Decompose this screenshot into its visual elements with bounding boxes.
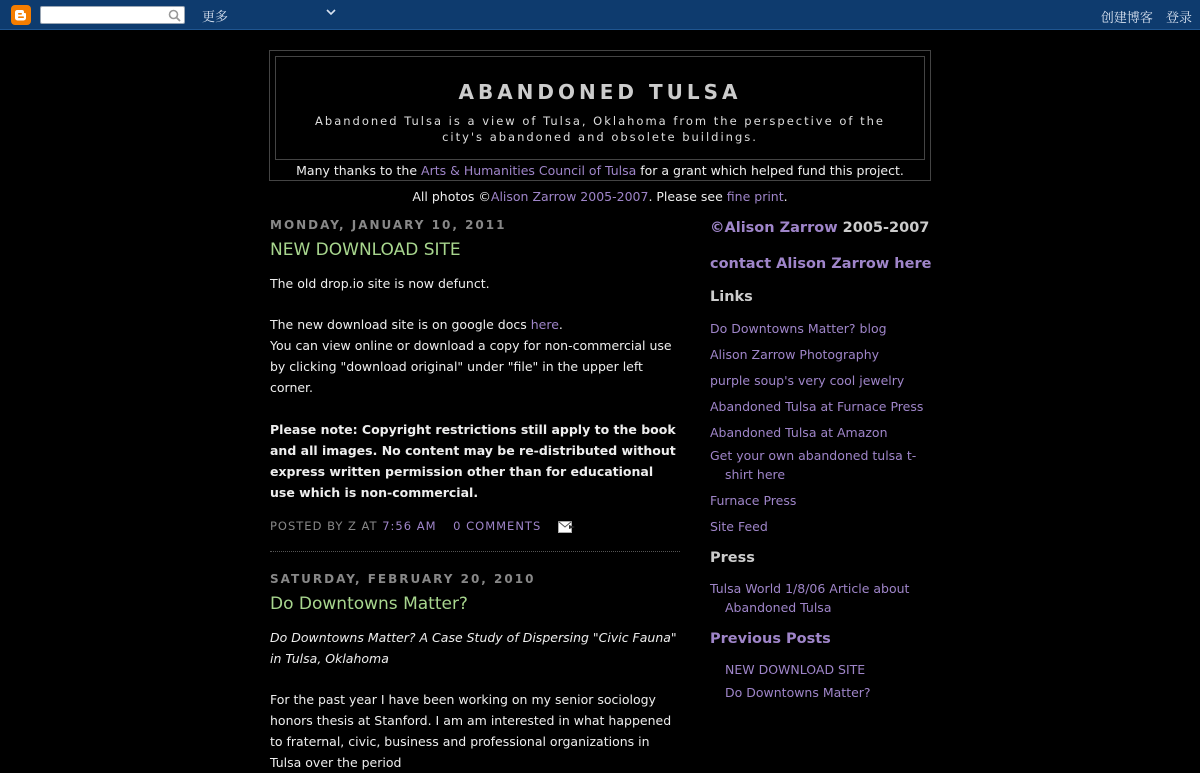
navbar-right-links [1092,7,1192,26]
list-item[interactable] [710,371,935,390]
arts-council-link[interactable]: Arts & Humanities Council of Tulsa [421,163,637,178]
copyright-suffix: . [783,189,788,204]
links-heading: Links [710,289,753,305]
post-footer [270,519,680,552]
post [270,572,680,773]
list-item[interactable] [710,423,935,442]
previous-post-link[interactable]: Do Downtowns Matter? [725,685,871,700]
blog-title[interactable]: ABANDONED TULSA [458,80,742,104]
blogger-navbar [0,0,1200,30]
sidebar-link[interactable]: Abandoned Tulsa at Amazon [710,425,888,440]
blog-header-inner [275,56,925,160]
copyright-prefix: All photos © [412,189,491,204]
press-list [710,579,935,617]
search-icon[interactable] [168,9,181,22]
navbar-search-box[interactable] [40,6,185,24]
sidebar-copyright [710,220,935,236]
press-link[interactable]: Tulsa World 1/8/06 Article about Abandoned Tulsa [710,581,910,615]
list-item[interactable] [710,446,935,484]
contact-link[interactable]: contact Alison Zarrow here [710,256,932,272]
list-item[interactable] [710,683,935,702]
sidebar-link[interactable]: Abandoned Tulsa at Furnace Press [710,399,924,414]
alison-zarrow-link[interactable]: Alison Zarrow 2005-2007 [490,189,649,204]
post-paragraph: You can view online or download a copy for non-commercial use by clicking "download original" under "file" in the upper left corner. [270,338,672,395]
list-item[interactable] [710,319,935,338]
login-link[interactable]: 登录 [1165,11,1192,26]
post-time-link[interactable]: 7:56 AM [382,519,437,533]
grant-thanks [270,163,930,178]
search-input[interactable] [43,8,163,22]
download-text: The new download site is on google docs [270,317,531,332]
post-paragraph: For the past year I have been working on my senior sociology honors thesis at Stanford. I am am interested in what happened to fraternal, civic, business and professional organizations in Tulsa over the period [270,692,672,770]
copyright-note: Please note: Copyright restrictions still apply to the book and all images. No content may be re-distributed without express written permission other than for educational use which is non-commercial. [270,422,676,500]
main-posts [270,218,680,773]
post-paragraph: The old drop.io site is now defunct. [270,276,490,291]
sidebar-link[interactable]: Furnace Press [710,493,797,508]
more-menu-link[interactable]: 更多 [202,10,229,25]
previous-post-link[interactable]: NEW DOWNLOAD SITE [725,662,866,677]
email-post-icon[interactable] [558,521,576,533]
post-body [270,273,680,503]
comments-link[interactable]: 0 COMMENTS [453,519,542,533]
links-list [710,319,935,536]
thanks-suffix: for a grant which helped fund this project. [636,163,904,178]
post-title[interactable]: Do Downtowns Matter? [270,594,468,614]
post-body [270,627,680,773]
list-item[interactable] [710,517,935,536]
post-date: SATURDAY, FEBRUARY 20, 2010 [270,572,536,586]
sidebar-link[interactable]: Get your own abandoned tulsa t-shirt here [710,448,917,482]
create-blog-link[interactable]: 创建博客 [1100,11,1153,26]
sidebar-link[interactable]: purple soup's very cool jewelry [710,373,905,388]
posted-by: POSTED BY Z AT [270,519,383,533]
press-heading: Press [710,550,755,566]
list-item[interactable] [710,397,935,416]
chevron-down-icon[interactable] [326,8,336,16]
list-item[interactable] [710,579,935,617]
download-text-end: . [558,317,563,332]
list-item[interactable] [710,345,935,364]
copyright-middle: . Please see [648,189,727,204]
thanks-prefix: Many thanks to the [296,163,422,178]
sidebar-link[interactable]: Do Downtowns Matter? blog [710,321,887,336]
download-here-link[interactable]: here [530,317,559,332]
post-title[interactable]: NEW DOWNLOAD SITE [270,240,461,260]
post [270,218,680,552]
previous-posts-list [710,660,935,702]
sidebar-copyright-link[interactable]: ©Alison Zarrow [710,220,838,236]
post-paragraph [270,314,680,335]
sidebar-link[interactable]: Site Feed [710,519,768,534]
sidebar [710,220,935,706]
photo-copyright [269,189,931,204]
post-subtitle: Do Downtowns Matter? A Case Study of Dispersing "Civic Fauna" in Tulsa, Oklahoma [270,630,677,666]
blog-header [269,50,931,181]
blog-description: Abandoned Tulsa is a view of Tulsa, Oklahoma from the perspective of the city's abandoned and obsolete buildings. [315,114,885,144]
fine-print-link[interactable]: fine print [726,189,784,204]
list-item[interactable] [710,491,935,510]
post-date: MONDAY, JANUARY 10, 2011 [270,218,507,232]
blogger-logo-icon[interactable] [11,5,31,25]
sidebar-contact [710,256,935,272]
previous-posts-heading: Previous Posts [710,631,831,647]
sidebar-link[interactable]: Alison Zarrow Photography [710,347,880,362]
sidebar-copyright-years: 2005-2007 [837,220,930,236]
list-item[interactable] [710,660,935,679]
